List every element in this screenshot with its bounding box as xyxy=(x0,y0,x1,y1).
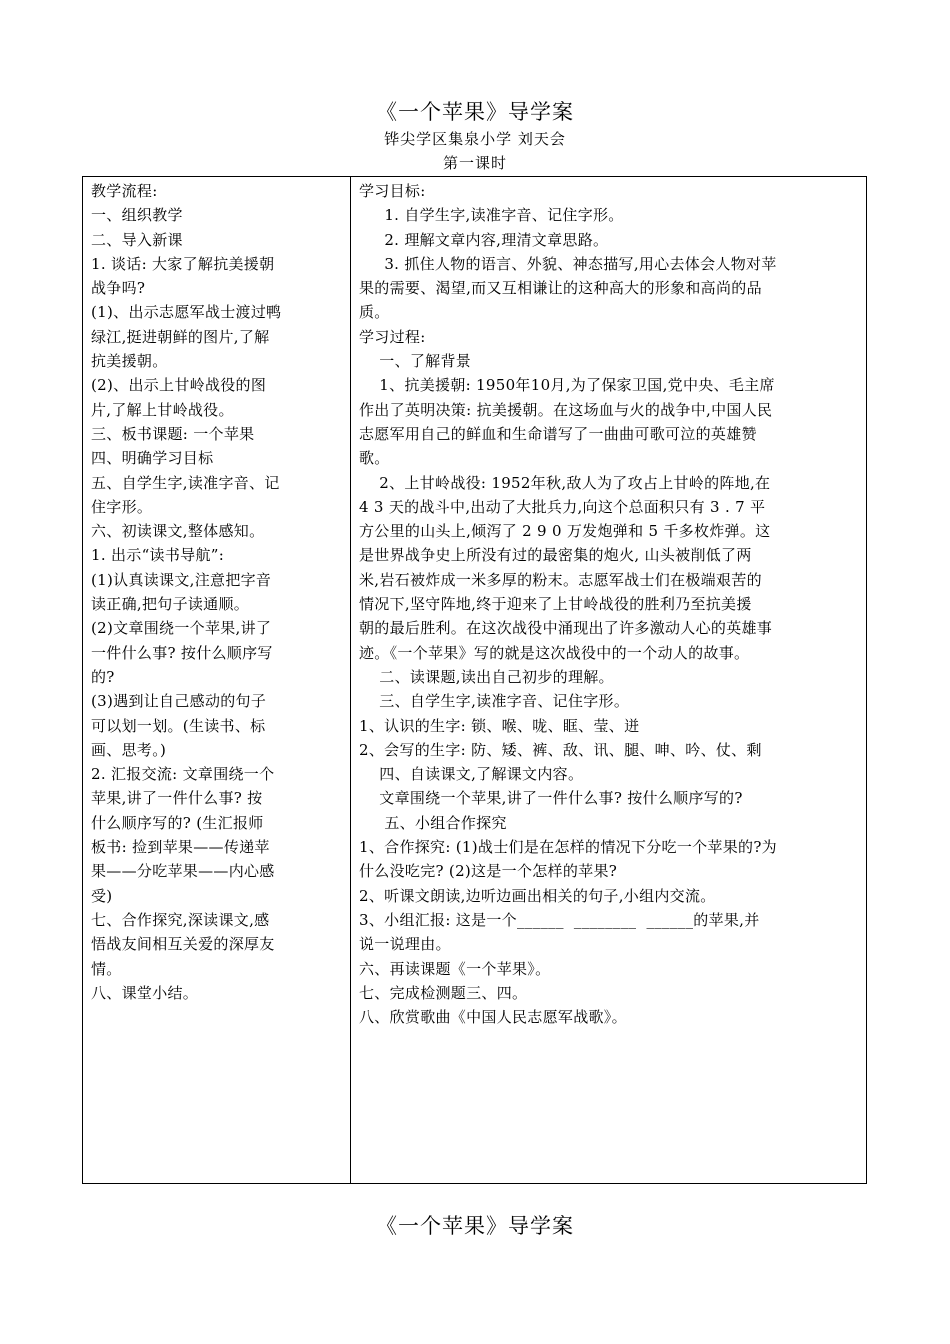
learning-content-line: 1、认识的生字: 锁、喉、咙、眶、莹、迸 xyxy=(359,716,640,735)
teaching-step-line: 苹果,讲了一件什么事? 按 xyxy=(91,789,263,808)
teaching-step-line: 八、课堂小结。 xyxy=(91,983,199,1002)
teaching-step-line: 教学流程: xyxy=(91,182,158,200)
learning-content-line: 3. 抓住人物的语言、外貌、神态描写,用心去体会人物对苹 xyxy=(359,254,777,273)
learning-content-line: 4 3 天的战斗中,出动了大批兵力,向这个总面积只有 3 . 7 平 xyxy=(359,497,766,516)
footer-title: 《一个苹果》导学案 xyxy=(376,1214,574,1238)
teaching-step-line: 情。 xyxy=(91,959,122,978)
learning-content-line: 2、上甘岭战役: 1952年秋,敌人为了攻占上甘岭的阵地,在 xyxy=(359,473,771,492)
learning-content-line: 四、自读课文,了解课文内容。 xyxy=(359,765,584,784)
learning-content-line: 歌。 xyxy=(359,449,390,468)
teaching-step-line: 战争吗? xyxy=(91,279,146,298)
learning-content-line: 方公里的山头上,倾泻了 2 9 0 万发炮弹和 5 千多枚炸弹。这 xyxy=(359,522,771,541)
lesson-plan-table xyxy=(82,176,867,1184)
learning-content-line: 作出了英明决策: 抗美援朝。在这场血与火的战争中,中国人民 xyxy=(359,400,773,419)
learning-content-list xyxy=(359,179,858,1029)
teaching-step-line: 五、自学生字,读准字音、记 xyxy=(91,473,280,492)
teaching-step-line: 绿江,挺进朝鲜的图片,了解 xyxy=(91,327,270,346)
teaching-step-line: 二、导入新课 xyxy=(91,230,183,249)
learning-content-line: 是世界战争史上所没有过的最密集的炮火, 山头被削低了两 xyxy=(359,546,752,565)
teaching-step-line: 什么顺序写的? (生汇报师 xyxy=(91,813,264,832)
teaching-step-line: 板书: 捡到苹果——传递苹 xyxy=(91,838,270,857)
teaching-step-line: 一件什么事? 按什么顺序写 xyxy=(91,643,273,662)
teaching-step-line: 读正确,把句子读通顺。 xyxy=(91,595,250,614)
teaching-step-line: 受) xyxy=(91,886,113,905)
learning-content-line: 八、欣赏歌曲《中国人民志愿军战歌》。 xyxy=(359,1008,627,1027)
teaching-step-line: (2)、出示上甘岭战役的图 xyxy=(91,376,267,395)
teaching-step-line: 片,了解上甘岭战役。 xyxy=(91,400,234,419)
author-line: 铧尖学区集泉小学 刘天会 xyxy=(384,130,566,148)
teaching-step-line: (1)、出示志愿军战士渡过鸭 xyxy=(91,303,282,322)
teaching-step-line: (2)文章围绕一个苹果,讲了 xyxy=(91,619,272,638)
teaching-step-line: (1)认真读课文,注意把字音 xyxy=(91,570,272,589)
learning-content-line: 什么没吃完? (2)这是一个怎样的苹果? xyxy=(359,862,618,881)
teaching-step-line: 1. 出示“读书导航”: xyxy=(91,546,225,565)
teaching-process-list xyxy=(91,179,343,1005)
learning-content-line: 1. 自学生字,读准字音、记住字形。 xyxy=(359,206,624,225)
teaching-step-line: 可以划一划。(生读书、标 xyxy=(91,716,266,735)
teaching-step-line: 2. 汇报交流: 文章围绕一个 xyxy=(91,765,275,784)
learning-content-line: 五、小组合作探究 xyxy=(359,813,507,832)
teaching-step-line: 1. 谈话: 大家了解抗美援朝 xyxy=(91,254,275,273)
teaching-step-line: 三、板书课题: 一个苹果 xyxy=(91,424,255,443)
learning-content-line: 六、再读课题《一个苹果》。 xyxy=(359,959,551,978)
teaching-step-line: 果——分吃苹果——内心感 xyxy=(91,862,275,881)
teaching-step-line: 六、初读课文,整体感知。 xyxy=(91,522,265,541)
learning-content-line: 学习过程: xyxy=(359,327,426,346)
learning-content-line: 米,岩石被炸成一米多厚的粉末。志愿军战士们在极端艰苦的 xyxy=(359,570,762,589)
document-title: 《一个苹果》导学案 xyxy=(376,100,574,124)
learning-content-line: 二、读课题,读出自己初步的理解。 xyxy=(359,667,614,686)
learning-content-line: 七、完成检测题三、四。 xyxy=(359,983,528,1002)
teaching-step-line: 画、思考。) xyxy=(91,740,167,759)
learning-content-line: 3、小组汇报: 这是一个______ ________ ______的苹果,并 xyxy=(359,910,760,929)
teaching-step-line: (3)遇到让自己感动的句子 xyxy=(91,692,267,711)
learning-content-line: 学习目标: xyxy=(359,182,426,200)
lesson-label: 第一课时 xyxy=(442,154,507,172)
learning-content-line: 2. 理解文章内容,理清文章思路。 xyxy=(359,230,609,249)
teaching-step-line: 一、组织教学 xyxy=(91,206,183,225)
learning-content-line: 迹。《一个苹果》写的就是这次战役中的一个动人的故事。 xyxy=(359,643,750,662)
learning-content-line: 朝的最后胜利。在这次战役中涌现出了许多激动人心的英雄事 xyxy=(359,619,773,638)
learning-content-line: 情况下,坚守阵地,终于迎来了上甘岭战役的胜利乃至抗美援 xyxy=(359,595,752,614)
teaching-step-line: 的? xyxy=(91,667,115,686)
learning-content-line: 果的需要、渴望,而又互相谦让的这种高大的形象和高尚的品 xyxy=(359,279,762,298)
teaching-step-line: 悟战友间相互关爱的深厚友 xyxy=(91,935,275,954)
teaching-step-line: 住字形。 xyxy=(91,497,153,516)
learning-content-line: 文章围绕一个苹果,讲了一件什么事? 按什么顺序写的? xyxy=(359,789,743,808)
learning-content-line: 志愿军用自己的鲜血和生命谱写了一曲曲可歌可泣的英雄赞 xyxy=(359,424,757,443)
learning-content-line: 2、会写的生字: 防、矮、裤、敌、讯、腿、呻、吟、仗、剩 xyxy=(359,740,762,759)
teaching-process-cell xyxy=(83,177,351,1184)
learning-content-line: 1、合作探究: (1)战士们是在怎样的情况下分吃一个苹果的?为 xyxy=(359,838,777,857)
teaching-step-line: 抗美援朝。 xyxy=(91,352,168,371)
learning-cell xyxy=(351,177,867,1184)
learning-content-line: 2、听课文朗读,边听边画出相关的句子,小组内交流。 xyxy=(359,886,716,905)
teaching-step-line: 七、合作探究,深读课文,感 xyxy=(91,910,270,929)
learning-content-line: 三、自学生字,读准字音、记住字形。 xyxy=(359,692,630,711)
teaching-step-line: 四、明确学习目标 xyxy=(91,449,214,468)
learning-content-line: 一、了解背景 xyxy=(359,352,472,371)
learning-content-line: 质。 xyxy=(359,303,390,322)
learning-content-line: 1、抗美援朝: 1950年10月,为了保家卫国,党中央、毛主席 xyxy=(359,376,775,395)
learning-content-line: 说一说理由。 xyxy=(359,935,451,954)
